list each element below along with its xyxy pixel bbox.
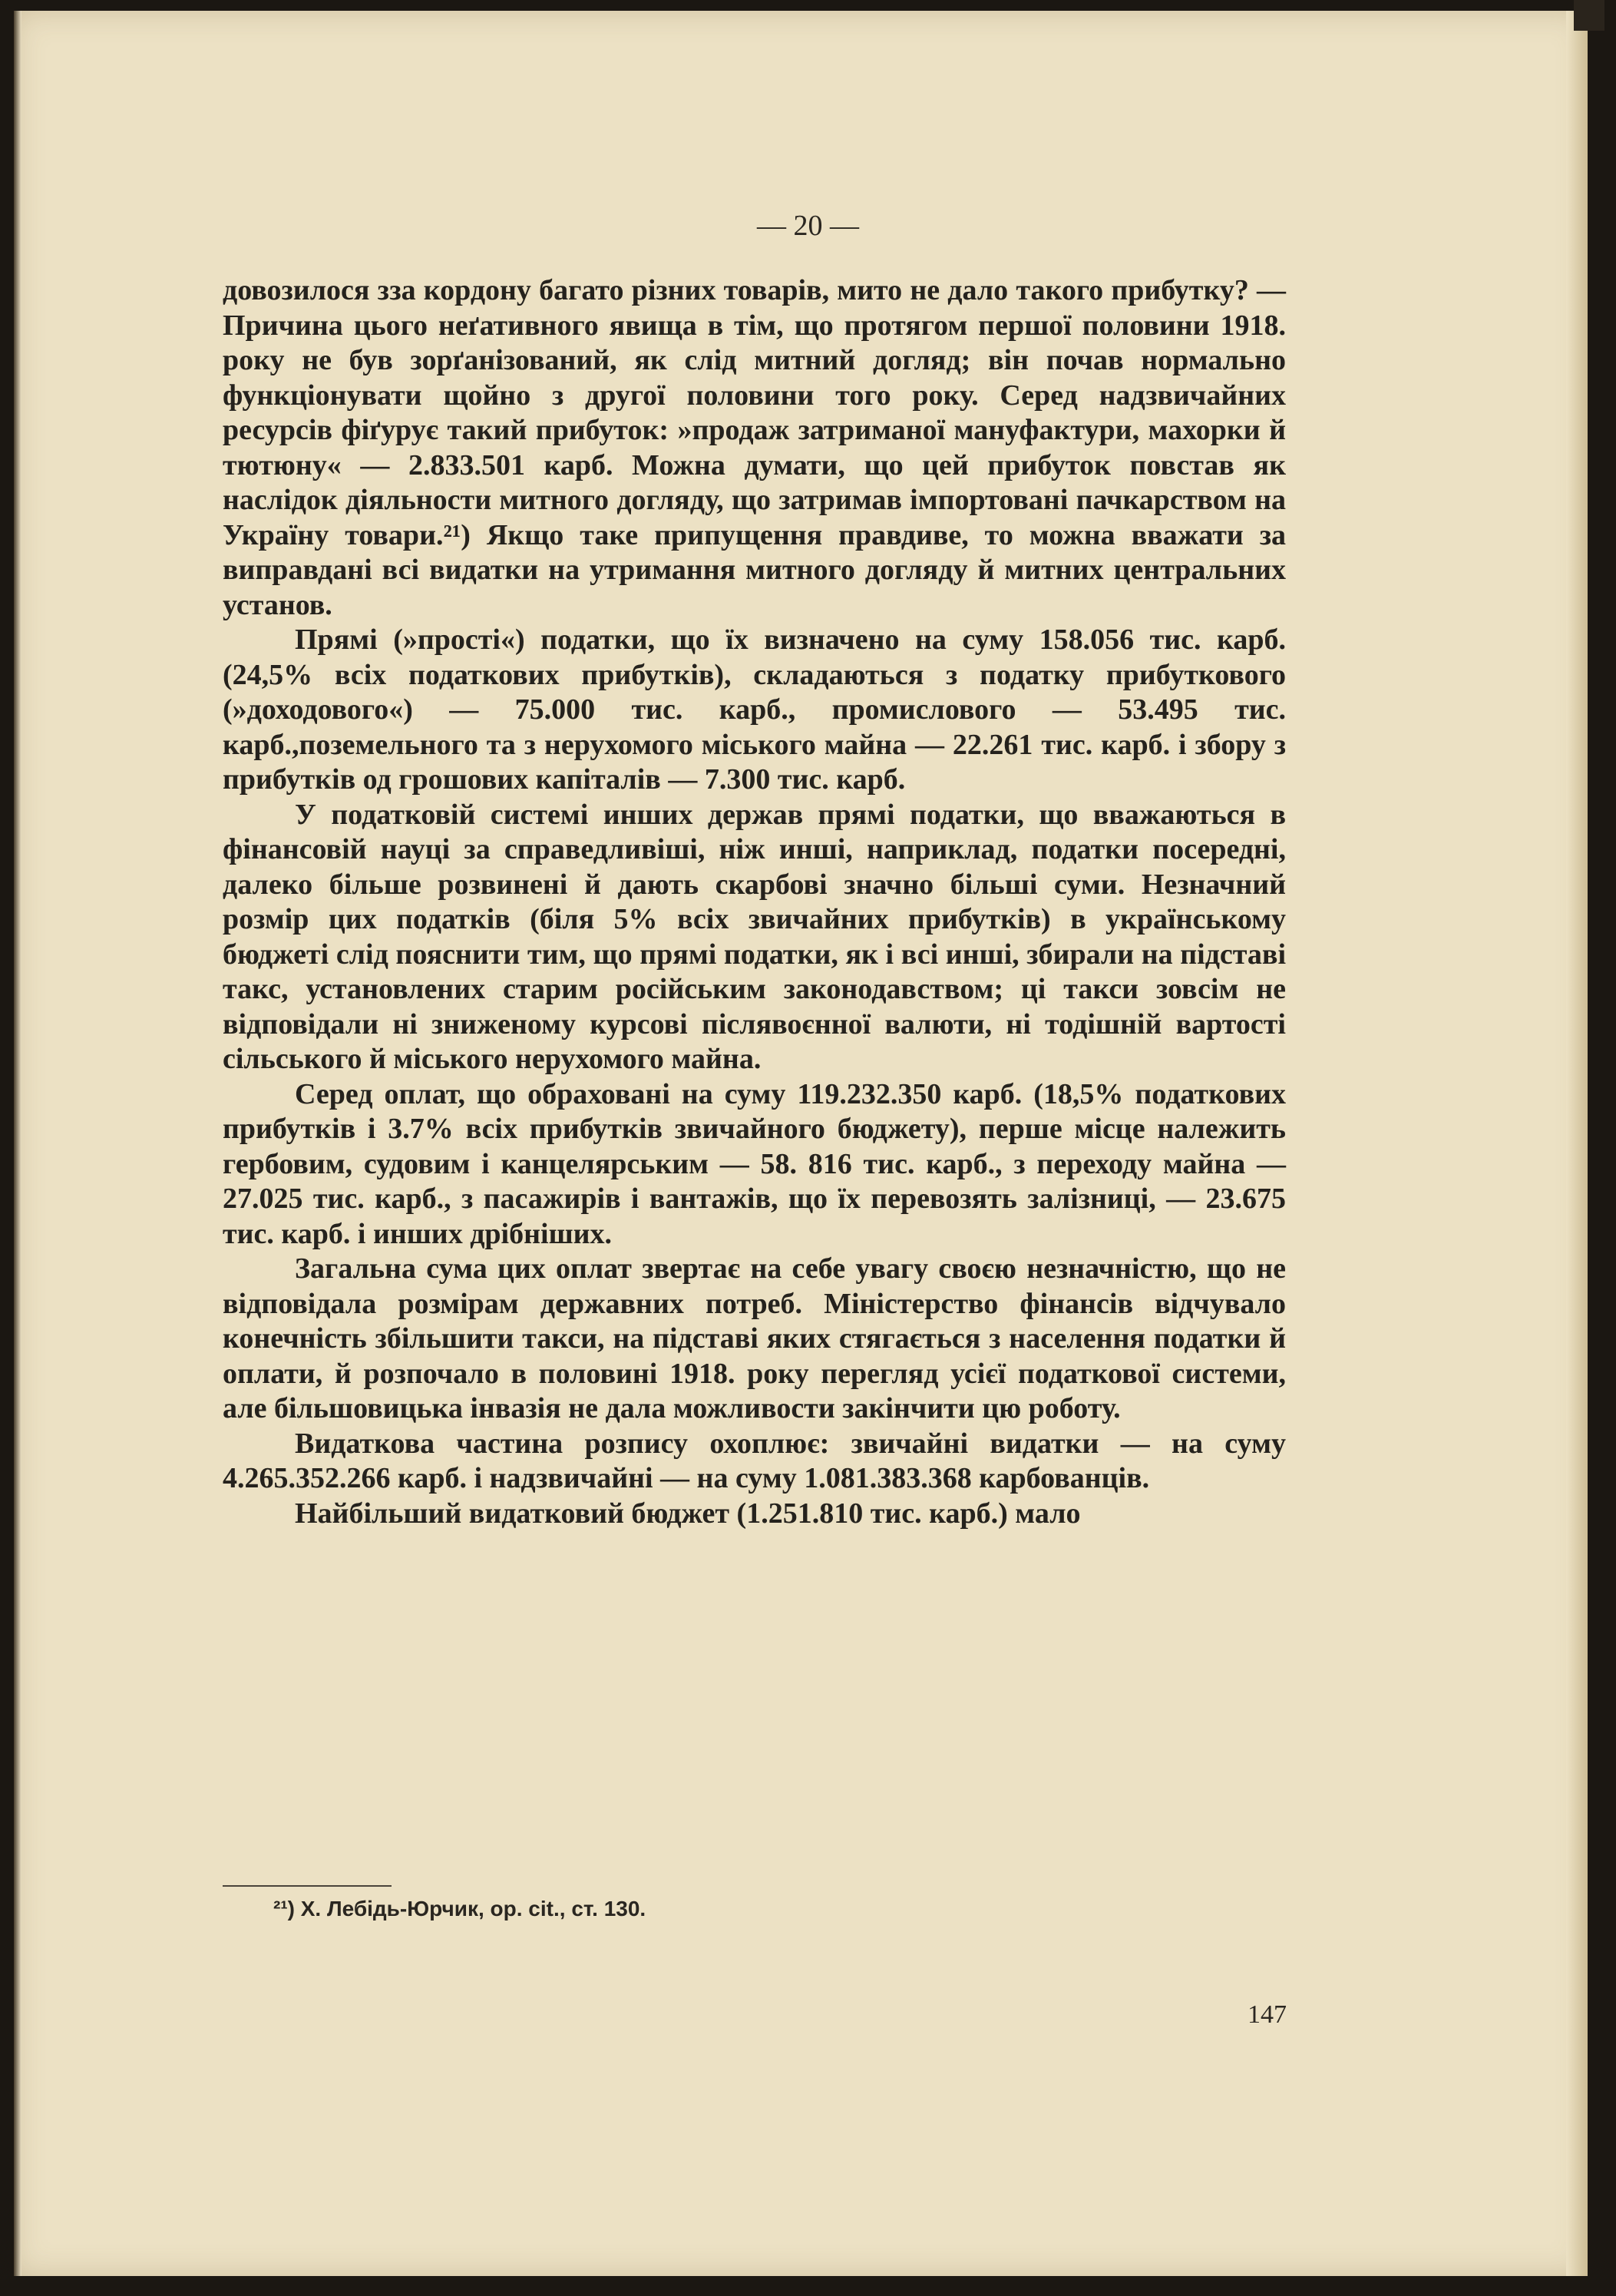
page-number: 147 (1248, 2000, 1287, 2029)
running-head: — 20 — (757, 210, 859, 242)
paragraph: Найбільший видатковий бюджет (1.251.810 тис. карб.) мало (295, 1497, 1081, 1530)
corner-marker (1574, 0, 1604, 31)
paragraph: довозилося зза кордону багато різних товарів, мито не дало такого прибутку? — Причина цього неґативного явища в тім, що протягом першої половини 1918. року не був зорґанізований, як слід митний догляд; він почав нормально функціонувати щойно з другої половини того року. Серед надзвичайних ресурсів фіґурує такий прибуток: »продаж затриманої мануфактури, махорки й тютюну« — 2.833.501 карб. Можна думати, що цей прибуток повстав як наслідок діяльности митного догляду, що затримав імпортовані пачкарством на Україну товари.²¹) Якщо таке припущення правдиве, то можна вважати за виправдані всі видатки на утримання митного догляду й митних центральних установ. (223, 274, 1286, 621)
paragraph: У податковій системі инших держав прямі податки, що вважаються в фінансовій науці за справедливіші, ніж инші, наприклад, податки посередні, далеко більше розвинені й дають скарбові значно більші суми. Незначний розмір цих податків (біля 5% всіх звичайних прибутків) в українському бюджеті слід пояснити тим, що прямі податки, як і всі инші, збирали на підставі такс, установлених старим російським законодавством; ці такси зовсім не відповідали ні зниженому курсові післявоєнної валюти, ні тодішній вартості сільського й міського нерухомого майна. (223, 798, 1286, 1075)
body-text (223, 273, 1286, 1531)
page-binding-edge (14, 11, 21, 2276)
page-right-edge (1566, 11, 1588, 2276)
paragraph: Прямі (»прості«) податки, що їх визначено на суму 158.056 тис. карб. (24,5% всіх податкових прибутків), складаються з податку прибуткового (»доходового«) — 75.000 тис. карб., промислового — 53.495 тис. карб.,поземельного та з нерухомого міського майна — 22.261 тис. карб. і збору з прибутків од грошових капіталів — 7.300 тис. карб. (223, 624, 1286, 796)
footnote-rule (223, 1885, 392, 1887)
footnote: ²¹) Х. Лебідь-Юрчик, op. cit., ст. 130. (273, 1897, 646, 1921)
paragraph: Серед оплат, що обраховані на суму 119.232.350 карб. (18,5% податкових прибутків і 3.7% всіх прибутків звичайного бюджету), перше місце належить гербовим, судовим і канцелярським — 58. 816 тис. карб., з переходу майна — 27.025 тис. карб., з пасажирів і вантажів, що їх перевозять залізниці, — 23.675 тис. карб. і инших дрібніших. (223, 1077, 1286, 1250)
paragraph: Загальна сума цих оплат звертає на себе увагу своєю незначністю, що не відповідала розмірам державних потреб. Міністерство фінансів відчувало конечність збільшити такси, на підставі яких стягається з населення податки й оплати, й розпочало в половині 1918. року перегляд усієї податкової системи, але більшовицька інвазія не дала можливости закінчити цю роботу. (223, 1252, 1286, 1424)
paragraph: Видаткова частина розпису охоплює: звичайні видатки — на суму 4.265.352.266 карб. і надзвичайні — на суму 1.081.383.368 карбованців. (223, 1427, 1286, 1494)
